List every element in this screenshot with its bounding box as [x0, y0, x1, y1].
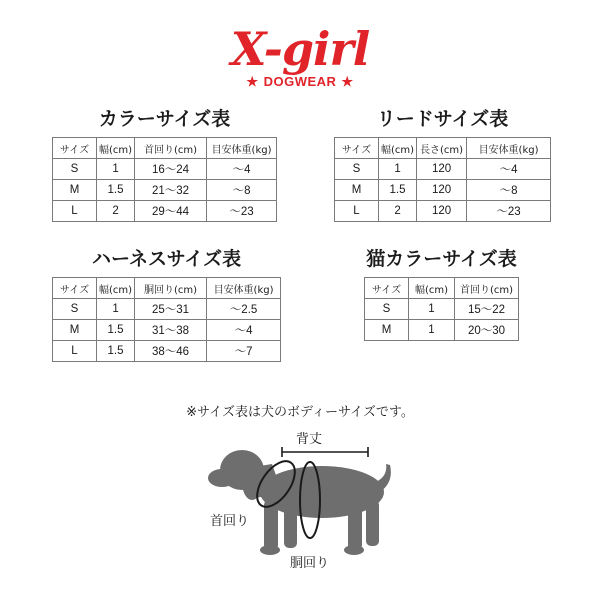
- header-neck: 首回り(cm): [455, 278, 519, 299]
- header-width: 幅(cm): [379, 138, 417, 159]
- table-header-row: [53, 278, 281, 299]
- collar-size-section: [52, 104, 277, 222]
- cell-length: 120: [417, 159, 467, 180]
- cell-width: 1: [97, 159, 135, 180]
- harness-size-section: [52, 244, 281, 362]
- size-note: ※サイズ表は犬のボディーサイズです。: [186, 405, 414, 420]
- cell-width: 1: [409, 320, 455, 341]
- back-length-label: 背丈: [296, 432, 323, 447]
- cat-collar-size-section: [364, 244, 519, 341]
- cell-length: 120: [417, 201, 467, 222]
- cell-girth: 38～46: [135, 341, 207, 362]
- header-weight: 目安体重(kg): [467, 138, 551, 159]
- table-row: [53, 299, 281, 320]
- table-row: [365, 320, 519, 341]
- cell-width: 2: [379, 201, 417, 222]
- neck-label: 首回り: [210, 514, 250, 529]
- cell-weight: ～4: [467, 159, 551, 180]
- header-neck: 首回り(cm): [135, 138, 207, 159]
- header-width: 幅(cm): [97, 138, 135, 159]
- cell-weight: ～8: [467, 180, 551, 201]
- cell-size: S: [335, 159, 379, 180]
- cell-width: 2: [97, 201, 135, 222]
- cell-weight: ～2.5: [207, 299, 281, 320]
- cell-weight: ～23: [467, 201, 551, 222]
- logo-subtitle-text: DOGWEAR: [263, 74, 337, 89]
- cell-weight: ～23: [207, 201, 277, 222]
- collar-size-title: カラーサイズ表: [98, 108, 231, 130]
- cell-girth: 25～31: [135, 299, 207, 320]
- cell-neck: 29～44: [135, 201, 207, 222]
- cell-size: S: [53, 159, 97, 180]
- table-row: [53, 341, 281, 362]
- cell-size: L: [335, 201, 379, 222]
- cell-weight: ～7: [207, 341, 281, 362]
- girth-label: 胴回り: [290, 556, 330, 571]
- cell-neck: 15～22: [455, 299, 519, 320]
- lead-size-title: リードサイズ表: [376, 108, 509, 130]
- table-row: [53, 180, 277, 201]
- cell-neck: 16～24: [135, 159, 207, 180]
- table-row: [53, 201, 277, 222]
- table-row: [53, 320, 281, 341]
- cell-weight: ～4: [207, 320, 281, 341]
- cell-width: 1.5: [97, 341, 135, 362]
- table-header-row: [365, 278, 519, 299]
- table-row: [53, 159, 277, 180]
- cat-collar-size-table: [364, 277, 519, 341]
- lead-size-table: [334, 137, 551, 222]
- header-weight: 目安体重(kg): [207, 278, 281, 299]
- cell-weight: ～4: [207, 159, 277, 180]
- cell-length: 120: [417, 180, 467, 201]
- collar-size-table: [52, 137, 277, 222]
- cell-size: L: [53, 201, 97, 222]
- table-header-row: [53, 138, 277, 159]
- harness-size-title: ハーネスサイズ表: [91, 248, 242, 270]
- cell-width: 1: [409, 299, 455, 320]
- star-icon: ★: [341, 74, 354, 89]
- table-row: [335, 201, 551, 222]
- star-icon: ★: [246, 74, 259, 89]
- cell-size: M: [335, 180, 379, 201]
- header-size: サイズ: [365, 278, 409, 299]
- header-size: サイズ: [53, 138, 97, 159]
- header-weight: 目安体重(kg): [207, 138, 277, 159]
- table-header-row: [335, 138, 551, 159]
- lead-size-section: [334, 104, 551, 222]
- logo-wordmark: X-girl: [230, 22, 370, 76]
- header-girth: 胴回り(cm): [135, 278, 207, 299]
- brand-logo: [0, 22, 600, 90]
- cell-width: 1.5: [97, 180, 135, 201]
- harness-size-table: [52, 277, 281, 362]
- header-size: サイズ: [335, 138, 379, 159]
- cell-girth: 31～38: [135, 320, 207, 341]
- cell-size: M: [365, 320, 409, 341]
- cell-size: S: [365, 299, 409, 320]
- cell-size: L: [53, 341, 97, 362]
- cell-width: 1: [379, 159, 417, 180]
- cell-size: M: [53, 180, 97, 201]
- cell-neck: 20～30: [455, 320, 519, 341]
- cell-size: M: [53, 320, 97, 341]
- cell-weight: ～8: [207, 180, 277, 201]
- header-width: 幅(cm): [409, 278, 455, 299]
- header-length: 長さ(cm): [417, 138, 467, 159]
- logo-subtitle: [0, 74, 600, 90]
- header-width: 幅(cm): [97, 278, 135, 299]
- table-row: [335, 180, 551, 201]
- table-row: [365, 299, 519, 320]
- dog-measurement-diagram: [190, 420, 420, 580]
- cell-width: 1.5: [97, 320, 135, 341]
- cell-width: 1: [97, 299, 135, 320]
- header-size: サイズ: [53, 278, 97, 299]
- cell-size: S: [53, 299, 97, 320]
- cat-collar-size-title: 猫カラーサイズ表: [366, 248, 517, 270]
- table-row: [335, 159, 551, 180]
- cell-width: 1.5: [379, 180, 417, 201]
- cell-neck: 21～32: [135, 180, 207, 201]
- back-length-measure: [282, 447, 368, 457]
